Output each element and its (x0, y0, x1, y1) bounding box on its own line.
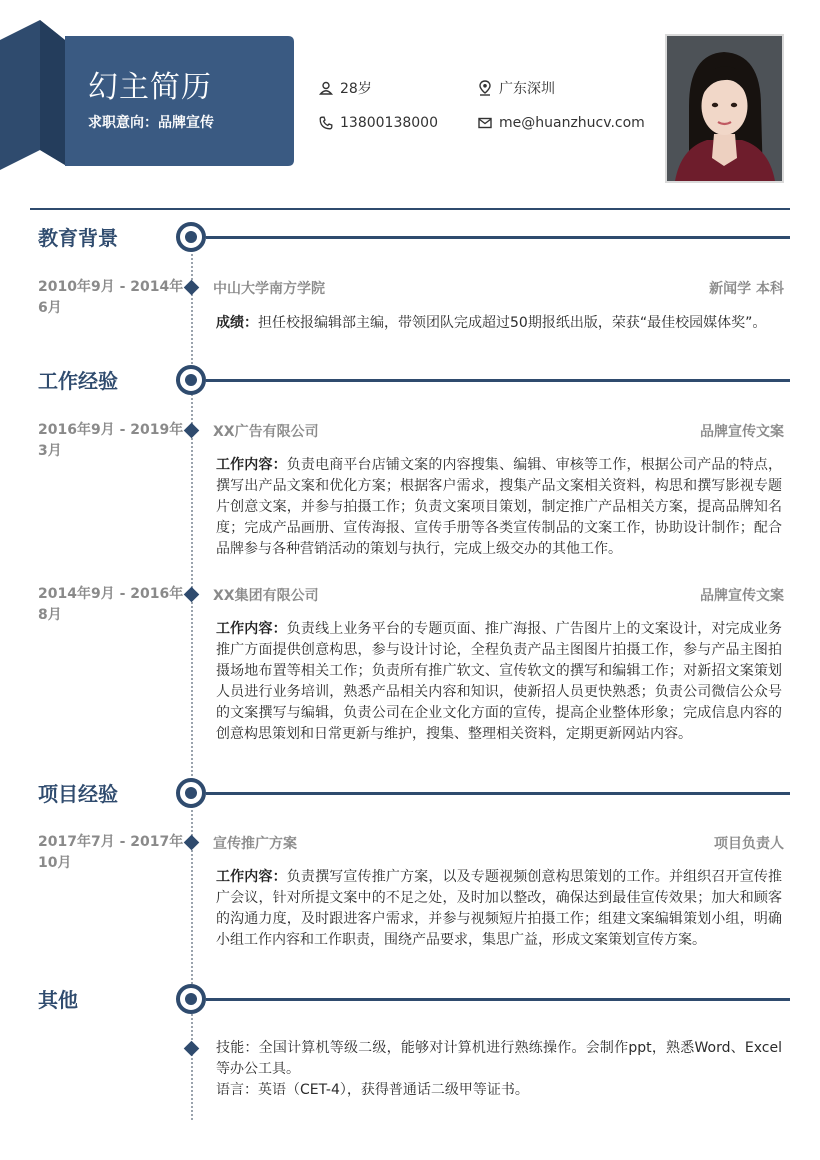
section-rule (206, 236, 790, 239)
diamond-icon (184, 1041, 200, 1057)
location-text: 广东深圳 (499, 81, 555, 97)
entry-role: 品牌宣传文案 (700, 588, 784, 604)
profile-photo (665, 34, 784, 183)
portrait-image (667, 36, 782, 181)
entry-organization: 中山大学南方学院 (213, 281, 325, 297)
other-details (216, 1038, 782, 1101)
entry-role: 新闻学 本科 (709, 281, 784, 297)
section-work (0, 363, 820, 399)
age-info (318, 78, 372, 98)
section-marker-icon (176, 365, 206, 395)
phone-text: 13800138000 (340, 115, 438, 131)
phone-icon (318, 115, 334, 131)
entry-date: 2016年9月 - 2019年3月 (38, 422, 184, 459)
entry-description (216, 619, 782, 745)
desc-text: 负责撰写宣传推广方案，以及专题视频创意构思策划的工作。并组织召开宣传推广会议，针对所提文案中的不足之处，及时加以整改，确保达到最佳宣传效果；加大和顾客的沟通力度，及时跟进客户需求，并参与视频短片拍摄工作；组建文案编辑策划小组，明确小组工作内容和工作职责，围绕产品要求，集思广益，形成文案策划宣传方案。 (216, 869, 783, 948)
resume-title: 幻主简历 (88, 70, 212, 105)
desc-label: 成绩： (216, 315, 258, 331)
entry-organization: XX集团有限公司 (213, 588, 319, 604)
entry-role: 项目负责人 (714, 836, 784, 852)
job-intent: 求职意向：品牌宣传 (88, 115, 214, 131)
entry-date: 2010年9月 - 2014年6月 (38, 279, 184, 316)
section-education (0, 220, 820, 256)
age-text: 28岁 (340, 81, 372, 97)
desc-text: 负责线上业务平台的专题页面、推广海报、广告图片上的文案设计，对完成业务推广方面提供创意构思，参与设计讨论，全程负责产品主图图片拍摄工作，参与产品主图拍摄场地布置等相关工作；负责所有推广软文、宣传软文的撰写和编辑工作；对新招文案策划人员进行业务培训，熟悉产品相关内容和知识，使新招人员更快熟悉；负责公司微信公众号的文案撰写与编辑，负责公司在企业文化方面的宣传，提高企业整体形象；完成信息内容的创意构思策划和日常更新与维护，搜集、整理相关资料，定期更新网站内容。 (216, 621, 783, 742)
entry-description (216, 455, 782, 560)
skills-line: 技能：全国计算机等级二级，能够对计算机进行熟练操作。会制作ppt，熟悉Word、Excel等办公工具。 (216, 1040, 782, 1077)
section-title: 项目经验 (38, 782, 118, 806)
entry-date: 2014年9月 - 2016年8月 (38, 586, 184, 623)
section-other (0, 982, 820, 1018)
section-marker-icon (176, 984, 206, 1014)
entry-role: 品牌宣传文案 (700, 424, 784, 440)
section-rule (206, 998, 790, 1001)
desc-label: 工作内容： (216, 869, 287, 885)
desc-label: 工作内容： (216, 457, 287, 473)
phone-info (318, 115, 438, 131)
section-rule (206, 792, 790, 795)
desc-text: 担任校报编辑部主编，带领团队完成超过50期报纸出版，荣获“最佳校园媒体奖”。 (258, 315, 767, 331)
entry-description (216, 313, 782, 334)
user-icon (318, 80, 334, 96)
section-title: 工作经验 (38, 369, 118, 393)
section-title: 教育背景 (38, 226, 118, 250)
entry-organization: XX广告有限公司 (213, 424, 319, 440)
location-icon (477, 80, 493, 96)
email-info (477, 115, 645, 131)
section-project (0, 776, 820, 812)
desc-text: 负责电商平台店铺文案的内容搜集、编辑、审核等工作，根据公司产品的特点，撰写出产品文案和优化方案；根据客户需求，搜集产品文案相关资料，构思和撰写影视专题片创意文案，并参与拍摄工作；负责文案项目策划，制定推广产品相关方案，提高品牌知名度；完成产品画册、宣传海报、宣传手册等各类宣传制品的文案工作，协助设计制作；配合品牌参与各种营销活动的策划与执行，完成上级交办的其他工作。 (216, 457, 783, 557)
section-title: 其他 (38, 988, 78, 1012)
location-info (477, 78, 555, 98)
mail-icon (477, 115, 493, 131)
entry-date: 2017年7月 - 2017年10月 (38, 834, 184, 871)
language-line: 语言：英语（CET-4），获得普通话二级甲等证书。 (216, 1082, 529, 1098)
email-text: me@huanzhucv.com (499, 115, 645, 131)
section-marker-icon (176, 222, 206, 252)
desc-label: 工作内容： (216, 621, 287, 637)
entry-description (216, 867, 782, 951)
section-rule (206, 379, 790, 382)
header-divider (30, 208, 790, 210)
section-marker-icon (176, 778, 206, 808)
entry-organization: 宣传推广方案 (213, 836, 297, 852)
